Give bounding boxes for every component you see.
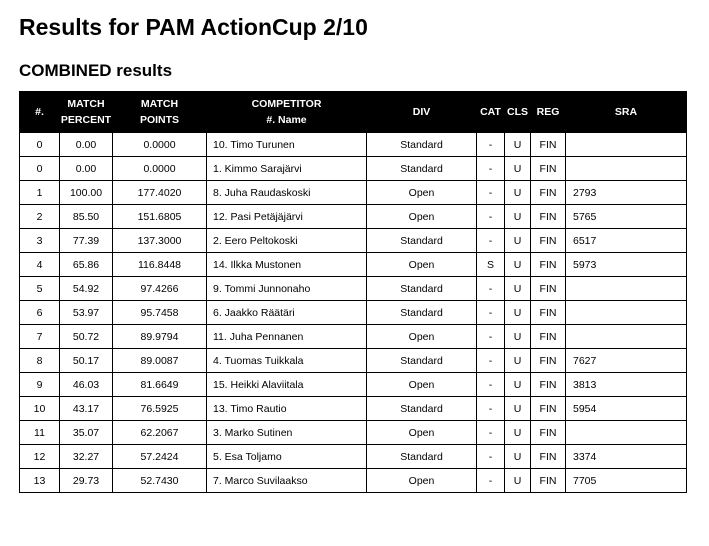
region-cell: FIN [531, 373, 566, 397]
class-cell: U [505, 469, 531, 493]
header-sra: SRA [566, 92, 687, 133]
class-cell: U [505, 157, 531, 181]
table-row [20, 133, 687, 157]
division-cell: Standard [367, 301, 477, 325]
results-table [19, 91, 687, 493]
place-cell: 0 [20, 133, 60, 157]
match-percent-cell: 77.39 [60, 229, 113, 253]
competitor-name-cell: 1. Kimmo Sarajärvi [207, 157, 367, 181]
category-cell: - [477, 469, 505, 493]
competitor-name-cell: 10. Timo Turunen [207, 133, 367, 157]
match-points-cell: 81.6649 [113, 373, 207, 397]
place-cell: 2 [20, 205, 60, 229]
sra-cell: 3374 [566, 445, 687, 469]
table-row [20, 421, 687, 445]
match-points-cell: 116.8448 [113, 253, 207, 277]
division-cell: Open [367, 421, 477, 445]
category-cell: S [477, 253, 505, 277]
table-row [20, 229, 687, 253]
match-percent-cell: 29.73 [60, 469, 113, 493]
match-percent-cell: 100.00 [60, 181, 113, 205]
category-cell: - [477, 229, 505, 253]
division-cell: Open [367, 205, 477, 229]
category-cell: - [477, 157, 505, 181]
match-percent-cell: 0.00 [60, 157, 113, 181]
region-cell: FIN [531, 253, 566, 277]
place-cell: 6 [20, 301, 60, 325]
match-points-cell: 76.5925 [113, 397, 207, 421]
header-row [20, 92, 687, 133]
place-cell: 0 [20, 157, 60, 181]
competitor-name-cell: 13. Timo Rautio [207, 397, 367, 421]
table-row [20, 325, 687, 349]
sra-cell [566, 421, 687, 445]
match-points-cell: 0.0000 [113, 133, 207, 157]
class-cell: U [505, 301, 531, 325]
class-cell: U [505, 349, 531, 373]
class-cell: U [505, 229, 531, 253]
match-points-cell: 89.9794 [113, 325, 207, 349]
header-match-percent: MATCH PERCENT [60, 92, 113, 133]
place-cell: 8 [20, 349, 60, 373]
region-cell: FIN [531, 277, 566, 301]
region-cell: FIN [531, 229, 566, 253]
results-body [20, 133, 687, 493]
place-cell: 3 [20, 229, 60, 253]
region-cell: FIN [531, 445, 566, 469]
place-cell: 13 [20, 469, 60, 493]
sra-cell [566, 157, 687, 181]
region-cell: FIN [531, 157, 566, 181]
division-cell: Standard [367, 229, 477, 253]
category-cell: - [477, 325, 505, 349]
class-cell: U [505, 325, 531, 349]
class-cell: U [505, 397, 531, 421]
class-cell: U [505, 205, 531, 229]
sra-cell: 5954 [566, 397, 687, 421]
division-cell: Standard [367, 445, 477, 469]
page-title: Results for PAM ActionCup 2/10 [19, 14, 368, 40]
match-percent-cell: 53.97 [60, 301, 113, 325]
sra-cell: 3813 [566, 373, 687, 397]
sra-cell [566, 277, 687, 301]
header-place: #. [20, 92, 60, 133]
match-points-cell: 89.0087 [113, 349, 207, 373]
table-row [20, 205, 687, 229]
division-cell: Open [367, 181, 477, 205]
class-cell: U [505, 421, 531, 445]
match-points-cell: 177.4020 [113, 181, 207, 205]
table-row [20, 373, 687, 397]
competitor-name-cell: 9. Tommi Junnonaho [207, 277, 367, 301]
sra-cell: 7705 [566, 469, 687, 493]
competitor-name-cell: 11. Juha Pennanen [207, 325, 367, 349]
competitor-name-cell: 4. Tuomas Tuikkala [207, 349, 367, 373]
place-cell: 5 [20, 277, 60, 301]
division-cell: Open [367, 469, 477, 493]
header-div: DIV [367, 92, 477, 133]
class-cell: U [505, 181, 531, 205]
match-points-cell: 97.4266 [113, 277, 207, 301]
region-cell: FIN [531, 421, 566, 445]
competitor-name-cell: 15. Heikki Alaviitala [207, 373, 367, 397]
place-cell: 11 [20, 421, 60, 445]
division-cell: Open [367, 373, 477, 397]
region-cell: FIN [531, 469, 566, 493]
match-points-cell: 0.0000 [113, 157, 207, 181]
sra-cell: 7627 [566, 349, 687, 373]
competitor-name-cell: 12. Pasi Petäjäjärvi [207, 205, 367, 229]
section-title: COMBINED results [19, 61, 173, 80]
competitor-name-cell: 2. Eero Peltokoski [207, 229, 367, 253]
category-cell: - [477, 373, 505, 397]
competitor-name-cell: 7. Marco Suvilaakso [207, 469, 367, 493]
place-cell: 1 [20, 181, 60, 205]
class-cell: U [505, 277, 531, 301]
match-percent-cell: 32.27 [60, 445, 113, 469]
sra-cell [566, 133, 687, 157]
match-points-cell: 57.2424 [113, 445, 207, 469]
category-cell: - [477, 205, 505, 229]
header-competitor: COMPETITOR #. Name [207, 92, 367, 133]
region-cell: FIN [531, 349, 566, 373]
table-row [20, 277, 687, 301]
region-cell: FIN [531, 301, 566, 325]
region-cell: FIN [531, 181, 566, 205]
region-cell: FIN [531, 325, 566, 349]
competitor-name-cell: 5. Esa Toljamo [207, 445, 367, 469]
match-points-cell: 151.6805 [113, 205, 207, 229]
table-row [20, 301, 687, 325]
match-percent-cell: 54.92 [60, 277, 113, 301]
header-reg: REG [531, 92, 566, 133]
division-cell: Standard [367, 397, 477, 421]
division-cell: Open [367, 325, 477, 349]
sra-cell: 5765 [566, 205, 687, 229]
match-percent-cell: 35.07 [60, 421, 113, 445]
place-cell: 7 [20, 325, 60, 349]
class-cell: U [505, 253, 531, 277]
table-row [20, 397, 687, 421]
competitor-name-cell: 8. Juha Raudaskoski [207, 181, 367, 205]
place-cell: 12 [20, 445, 60, 469]
place-cell: 9 [20, 373, 60, 397]
match-points-cell: 95.7458 [113, 301, 207, 325]
sra-cell: 2793 [566, 181, 687, 205]
division-cell: Open [367, 253, 477, 277]
match-points-cell: 62.2067 [113, 421, 207, 445]
competitor-name-cell: 3. Marko Sutinen [207, 421, 367, 445]
division-cell: Standard [367, 277, 477, 301]
match-points-cell: 137.3000 [113, 229, 207, 253]
sra-cell: 5973 [566, 253, 687, 277]
match-percent-cell: 85.50 [60, 205, 113, 229]
table-row [20, 445, 687, 469]
division-cell: Standard [367, 349, 477, 373]
table-row [20, 181, 687, 205]
match-percent-cell: 46.03 [60, 373, 113, 397]
match-percent-cell: 0.00 [60, 133, 113, 157]
division-cell: Standard [367, 133, 477, 157]
category-cell: - [477, 421, 505, 445]
sra-cell [566, 301, 687, 325]
category-cell: - [477, 301, 505, 325]
class-cell: U [505, 373, 531, 397]
category-cell: - [477, 277, 505, 301]
header-cls: CLS [505, 92, 531, 133]
table-row [20, 253, 687, 277]
place-cell: 4 [20, 253, 60, 277]
category-cell: - [477, 397, 505, 421]
region-cell: FIN [531, 205, 566, 229]
class-cell: U [505, 445, 531, 469]
header-cat: CAT [477, 92, 505, 133]
match-percent-cell: 50.72 [60, 325, 113, 349]
region-cell: FIN [531, 133, 566, 157]
match-percent-cell: 50.17 [60, 349, 113, 373]
match-percent-cell: 65.86 [60, 253, 113, 277]
category-cell: - [477, 133, 505, 157]
division-cell: Standard [367, 157, 477, 181]
competitor-name-cell: 14. Ilkka Mustonen [207, 253, 367, 277]
place-cell: 10 [20, 397, 60, 421]
competitor-name-cell: 6. Jaakko Räätäri [207, 301, 367, 325]
table-row [20, 469, 687, 493]
match-points-cell: 52.7430 [113, 469, 207, 493]
sra-cell [566, 325, 687, 349]
table-row [20, 349, 687, 373]
category-cell: - [477, 349, 505, 373]
match-percent-cell: 43.17 [60, 397, 113, 421]
category-cell: - [477, 181, 505, 205]
sra-cell: 6517 [566, 229, 687, 253]
category-cell: - [477, 445, 505, 469]
table-row [20, 157, 687, 181]
header-match-points: MATCH POINTS [113, 92, 207, 133]
region-cell: FIN [531, 397, 566, 421]
class-cell: U [505, 133, 531, 157]
